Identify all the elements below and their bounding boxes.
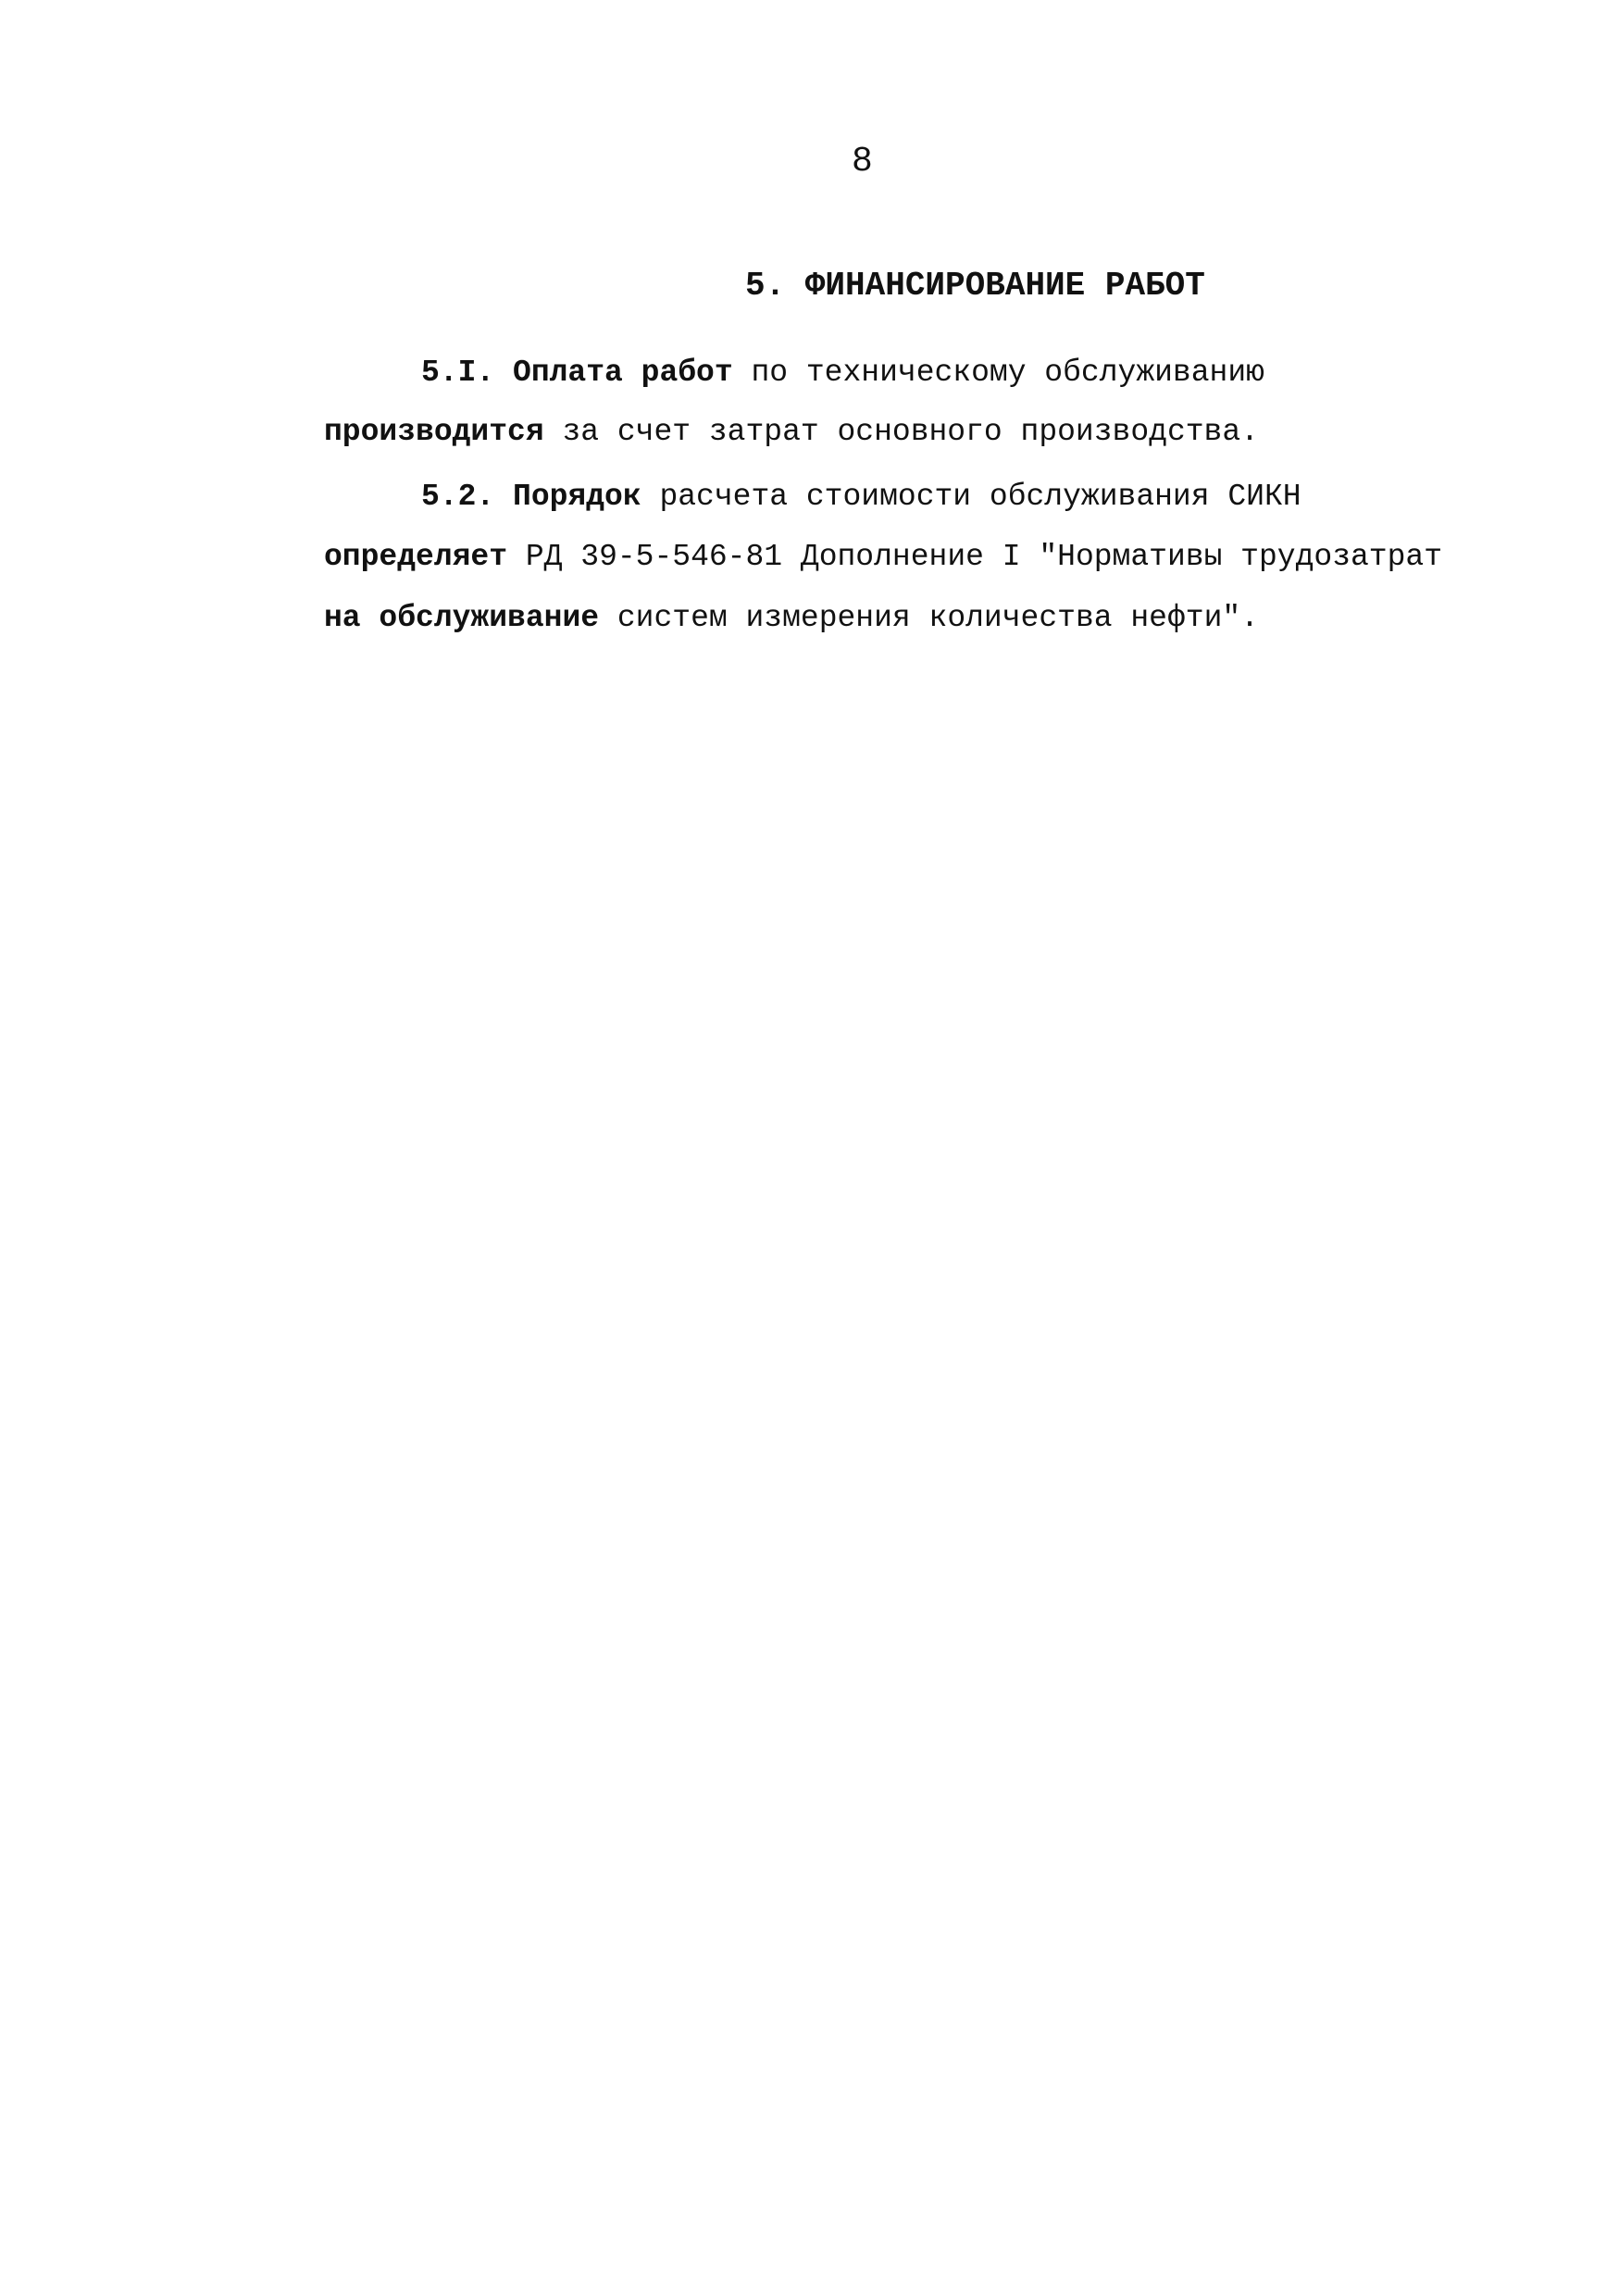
paragraph-5-2-line-2-text: РД 39-5-546-81 Дополнение I "Нормативы трудозатрат (507, 540, 1443, 574)
paragraph-5-2-line-3 (324, 595, 1259, 642)
paragraph-5-2-lead: 5.2. Порядок (421, 480, 641, 514)
paragraph-5-2-line-3-text: систем измерения количества нефти". (599, 601, 1259, 635)
paragraph-5-2-line-1 (421, 474, 1301, 520)
page-number: 8 (852, 142, 873, 181)
paragraph-5-2-line-2 (324, 534, 1442, 580)
paragraph-5-2-line-2-lead: определяет (324, 540, 508, 574)
paragraph-5-1-line-2-text: за счет затрат основного производства. (543, 415, 1259, 449)
paragraph-5-1-line-1 (421, 350, 1264, 396)
paragraph-5-1-line-2 (324, 409, 1259, 455)
paragraph-5-1-text: по техническому обслуживанию (732, 356, 1264, 390)
paragraph-5-2-text: расчета стоимости обслуживания СИКН (641, 480, 1301, 514)
paragraph-5-2-line-3-lead: на обслуживание (324, 601, 600, 635)
section-heading: 5. ФИНАНСИРОВАНИЕ РАБОТ (745, 267, 1205, 305)
paragraph-5-1-lead: 5.I. Оплата работ (421, 356, 733, 390)
paragraph-5-1-line-2-lead: производится (324, 415, 544, 449)
